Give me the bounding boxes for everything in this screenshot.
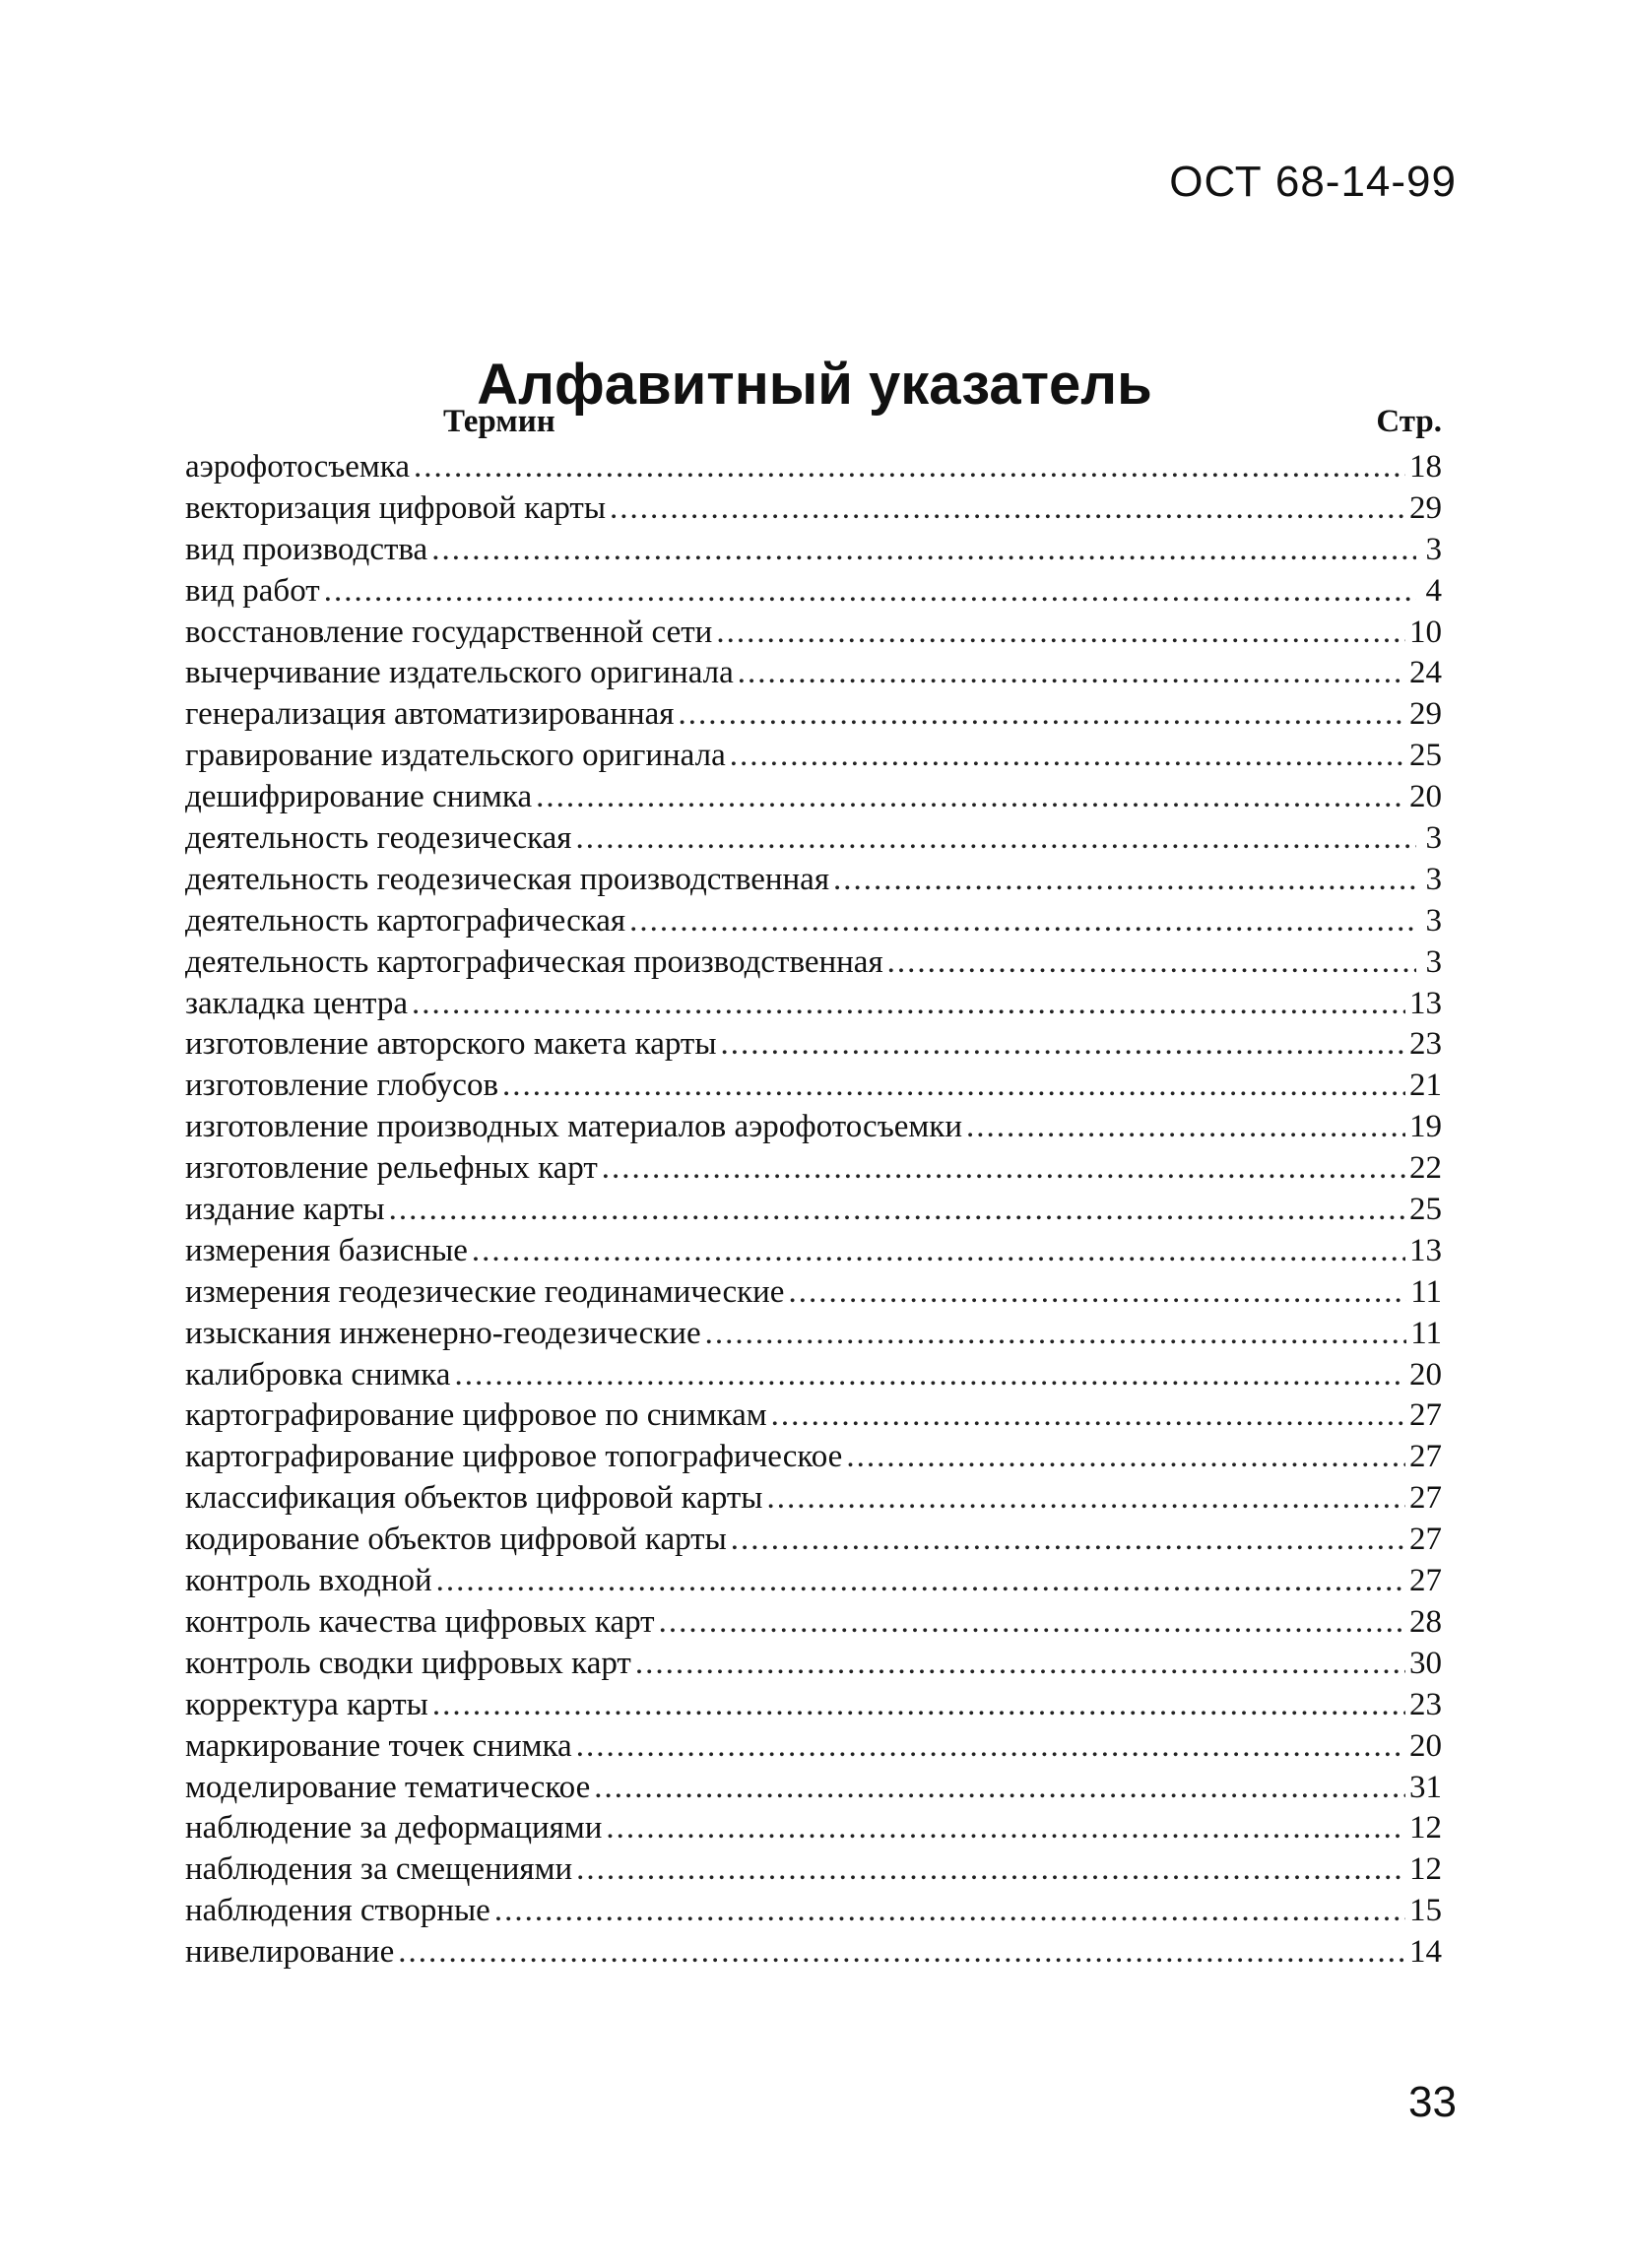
dot-leader bbox=[716, 613, 1405, 654]
index-entry bbox=[185, 1231, 1442, 1272]
dot-leader bbox=[436, 1561, 1405, 1602]
dot-leader bbox=[389, 1190, 1405, 1231]
dot-leader bbox=[610, 488, 1405, 530]
index-entry bbox=[185, 1644, 1442, 1685]
index-entry bbox=[185, 984, 1442, 1025]
index-page-ref: 4 bbox=[1425, 572, 1442, 609]
index-page-ref: 19 bbox=[1409, 1109, 1442, 1145]
index-page-ref: 18 bbox=[1409, 449, 1442, 485]
dot-leader bbox=[494, 1891, 1405, 1932]
index-term: измерения геодезические геодинамические bbox=[185, 1273, 785, 1310]
index-page-ref: 3 bbox=[1425, 861, 1442, 897]
dot-leader bbox=[536, 777, 1405, 818]
index-entry bbox=[185, 1808, 1442, 1849]
index-entry bbox=[185, 1602, 1442, 1644]
index-page-ref: 13 bbox=[1409, 1232, 1442, 1268]
index-page-ref: 30 bbox=[1409, 1645, 1442, 1681]
dot-leader bbox=[575, 818, 1416, 860]
index-page-ref: 22 bbox=[1409, 1150, 1442, 1187]
index-page-ref: 21 bbox=[1409, 1068, 1442, 1104]
index-term: изготовление рельефных карт bbox=[185, 1150, 598, 1187]
index-entry bbox=[185, 1891, 1442, 1932]
index-entry bbox=[185, 818, 1442, 860]
index-page-ref: 27 bbox=[1409, 1522, 1442, 1558]
index-page-ref: 15 bbox=[1409, 1893, 1442, 1929]
dot-leader bbox=[324, 571, 1416, 613]
index-term: контроль входной bbox=[185, 1563, 432, 1599]
index-page-ref: 11 bbox=[1410, 1315, 1442, 1351]
index-entry bbox=[185, 736, 1442, 777]
index-page-ref: 12 bbox=[1409, 1851, 1442, 1888]
index-term: наблюдения за смещениями bbox=[185, 1851, 573, 1888]
index-entry bbox=[185, 1107, 1442, 1148]
index-page-ref: 3 bbox=[1425, 531, 1442, 567]
index-term: деятельность геодезическая производственная bbox=[185, 861, 830, 897]
index-term: изготовление глобусов bbox=[185, 1068, 499, 1104]
dot-leader bbox=[431, 530, 1416, 571]
index-entry bbox=[185, 447, 1442, 488]
index-term: векторизация цифровой карты bbox=[185, 489, 607, 526]
index-page-ref: 23 bbox=[1409, 1026, 1442, 1063]
index-entry bbox=[185, 653, 1442, 694]
index-page-ref: 12 bbox=[1409, 1810, 1442, 1847]
page-column-header: Стр. bbox=[1376, 404, 1442, 439]
index-entry bbox=[185, 1561, 1442, 1602]
index-entry bbox=[185, 1024, 1442, 1066]
dot-leader bbox=[705, 1314, 1407, 1355]
index-entry bbox=[185, 942, 1442, 984]
index-term: гравирование издательского оригинала bbox=[185, 738, 726, 774]
index-term: измерения базисные bbox=[185, 1232, 468, 1268]
dot-leader bbox=[771, 1395, 1405, 1437]
index-term: восстановление государственной сети bbox=[185, 614, 713, 650]
index-term: деятельность картографическая производственная bbox=[185, 943, 883, 980]
page-number: 33 bbox=[1408, 2078, 1457, 2126]
index-entry bbox=[185, 1148, 1442, 1190]
dot-leader bbox=[887, 942, 1416, 984]
index-entry bbox=[185, 1478, 1442, 1520]
index-entry bbox=[185, 777, 1442, 818]
index-term: вид работ bbox=[185, 572, 320, 609]
index-entry bbox=[185, 1849, 1442, 1891]
index-entry bbox=[185, 1685, 1442, 1726]
dot-leader bbox=[846, 1437, 1405, 1478]
index-term: корректура карты bbox=[185, 1686, 428, 1722]
index-entry bbox=[185, 1314, 1442, 1355]
index-page-ref: 27 bbox=[1409, 1480, 1442, 1517]
index-page-ref: 20 bbox=[1409, 1356, 1442, 1393]
index-entries bbox=[185, 447, 1442, 1974]
dot-leader bbox=[629, 901, 1416, 942]
index-term: кодирование объектов цифровой карты bbox=[185, 1522, 727, 1558]
document-code: ОСТ 68-14-99 bbox=[1169, 158, 1457, 206]
index-column-header bbox=[185, 404, 1442, 447]
index-entry bbox=[185, 1272, 1442, 1314]
index-page-ref: 3 bbox=[1425, 943, 1442, 980]
index-page-ref: 14 bbox=[1409, 1934, 1442, 1971]
index-term: деятельность картографическая bbox=[185, 902, 626, 939]
dot-leader bbox=[576, 1849, 1405, 1891]
dot-leader bbox=[678, 694, 1405, 736]
index-page-ref: 20 bbox=[1409, 1727, 1442, 1764]
index-term: картографирование цифровое топографическое bbox=[185, 1439, 843, 1475]
index-entry bbox=[185, 1726, 1442, 1768]
index-term: вычерчивание издательского оригинала bbox=[185, 655, 734, 691]
index-entry bbox=[185, 1066, 1442, 1107]
index-term: нивелирование bbox=[185, 1934, 395, 1971]
dot-leader bbox=[414, 447, 1405, 488]
index-page-ref: 23 bbox=[1409, 1686, 1442, 1722]
dot-leader bbox=[731, 1520, 1405, 1561]
index-entry bbox=[185, 1437, 1442, 1478]
dot-leader bbox=[833, 860, 1416, 901]
index-term: генерализация автоматизированная bbox=[185, 696, 675, 733]
dot-leader bbox=[966, 1107, 1405, 1148]
index-term: аэрофотосъемка bbox=[185, 449, 410, 485]
index-entry bbox=[185, 860, 1442, 901]
alphabetical-index bbox=[185, 404, 1442, 1974]
dot-leader bbox=[398, 1932, 1405, 1974]
index-entry bbox=[185, 694, 1442, 736]
dot-leader bbox=[635, 1644, 1405, 1685]
index-entry bbox=[185, 901, 1442, 942]
index-term: изготовление авторского макета карты bbox=[185, 1026, 717, 1063]
index-page-ref: 31 bbox=[1409, 1769, 1442, 1805]
index-entry bbox=[185, 613, 1442, 654]
index-term: картографирование цифровое по снимкам bbox=[185, 1397, 767, 1434]
index-page-ref: 10 bbox=[1409, 614, 1442, 650]
dot-leader bbox=[412, 984, 1405, 1025]
index-term: калибровка снимка bbox=[185, 1356, 451, 1393]
index-term: дешифрирование снимка bbox=[185, 779, 533, 815]
index-term: контроль сводки цифровых карт bbox=[185, 1645, 631, 1681]
dot-leader bbox=[502, 1066, 1405, 1107]
index-page-ref: 24 bbox=[1409, 655, 1442, 691]
dot-leader bbox=[606, 1808, 1405, 1849]
index-term: наблюдения створные bbox=[185, 1893, 490, 1929]
dot-leader bbox=[659, 1602, 1405, 1644]
index-term: закладка центра bbox=[185, 985, 408, 1021]
dot-leader bbox=[788, 1272, 1406, 1314]
index-page-ref: 3 bbox=[1425, 902, 1442, 939]
index-term: контроль качества цифровых карт bbox=[185, 1603, 655, 1640]
dot-leader bbox=[576, 1726, 1405, 1768]
index-page-ref: 25 bbox=[1409, 1192, 1442, 1228]
index-term: вид производства bbox=[185, 531, 428, 567]
index-term: изыскания инженерно-геодезические bbox=[185, 1315, 701, 1351]
dot-leader bbox=[738, 653, 1405, 694]
index-entry bbox=[185, 1395, 1442, 1437]
index-entry bbox=[185, 530, 1442, 571]
index-page-ref: 28 bbox=[1409, 1603, 1442, 1640]
index-term: наблюдение за деформациями bbox=[185, 1810, 603, 1847]
index-entry bbox=[185, 1190, 1442, 1231]
index-term: издание карты bbox=[185, 1192, 385, 1228]
index-entry bbox=[185, 1520, 1442, 1561]
index-page-ref: 3 bbox=[1425, 820, 1442, 857]
dot-leader bbox=[594, 1768, 1405, 1809]
index-entry bbox=[185, 488, 1442, 530]
index-entry bbox=[185, 1768, 1442, 1809]
index-page-ref: 13 bbox=[1409, 985, 1442, 1021]
index-term: классификация объектов цифровой карты bbox=[185, 1480, 763, 1517]
index-page-ref: 20 bbox=[1409, 779, 1442, 815]
dot-leader bbox=[432, 1685, 1405, 1726]
index-term: деятельность геодезическая bbox=[185, 820, 572, 857]
dot-leader bbox=[766, 1478, 1405, 1520]
index-entry bbox=[185, 1355, 1442, 1396]
index-page-ref: 27 bbox=[1409, 1439, 1442, 1475]
dot-leader bbox=[721, 1024, 1405, 1066]
index-term: моделирование тематическое bbox=[185, 1769, 591, 1805]
index-page-ref: 27 bbox=[1409, 1563, 1442, 1599]
dot-leader bbox=[602, 1148, 1405, 1190]
index-page-ref: 25 bbox=[1409, 738, 1442, 774]
dot-leader bbox=[454, 1355, 1405, 1396]
term-column-header: Термин bbox=[443, 404, 555, 439]
dot-leader bbox=[730, 736, 1405, 777]
index-page-ref: 29 bbox=[1409, 489, 1442, 526]
index-term: маркирование точек снимка bbox=[185, 1727, 572, 1764]
index-term: изготовление производных материалов аэрофотосъемки bbox=[185, 1109, 962, 1145]
index-entry bbox=[185, 571, 1442, 613]
dot-leader bbox=[472, 1231, 1405, 1272]
index-entry bbox=[185, 1932, 1442, 1974]
page-title: Алфавитный указатель bbox=[477, 352, 1152, 417]
index-page-ref: 29 bbox=[1409, 696, 1442, 733]
index-page-ref: 11 bbox=[1410, 1273, 1442, 1310]
index-page-ref: 27 bbox=[1409, 1397, 1442, 1434]
